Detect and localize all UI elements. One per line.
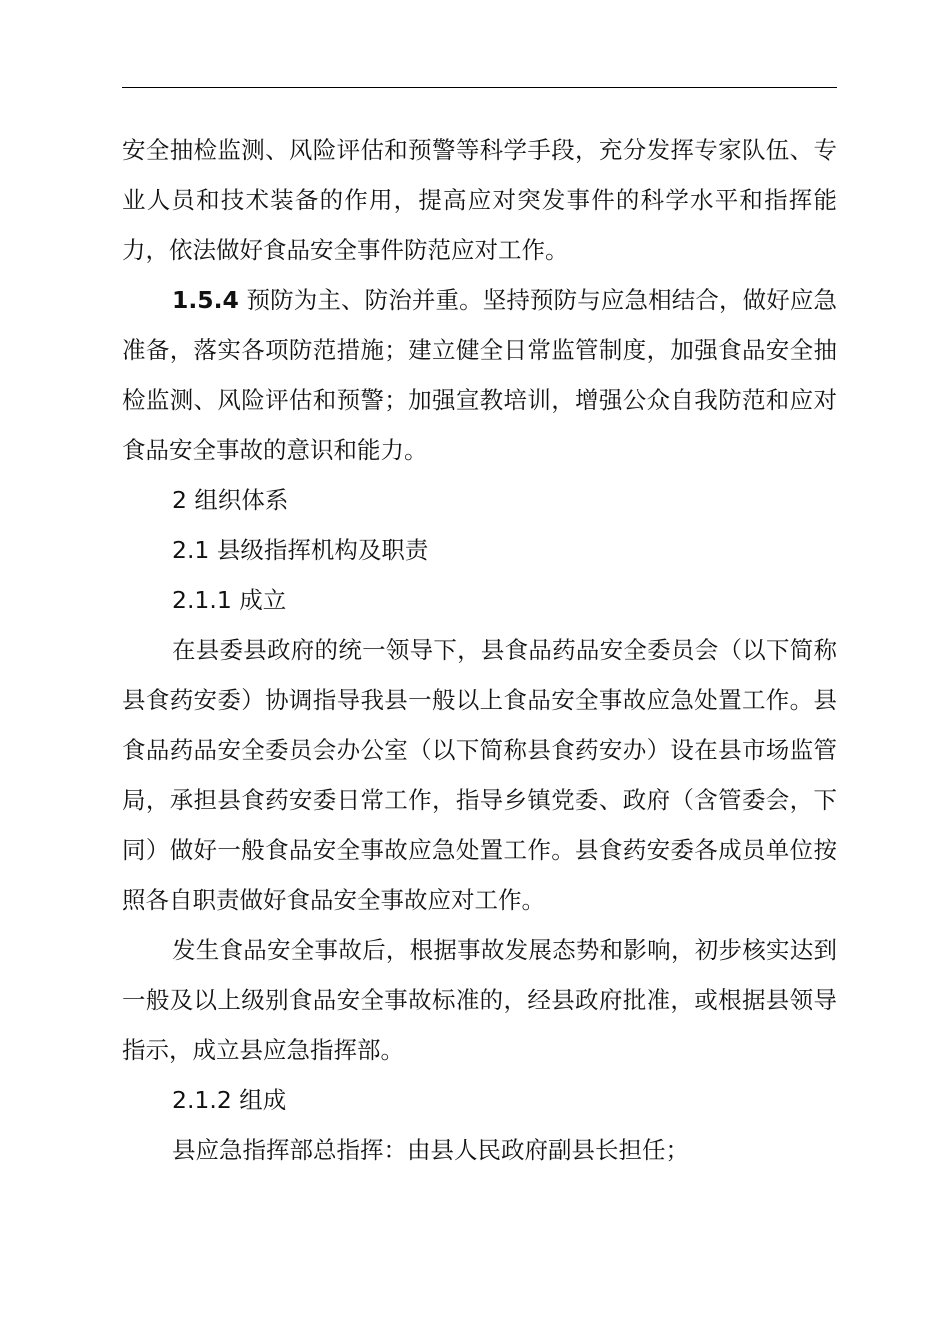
paragraph-leadership: 在县委县政府的统一领导下，县食品药品安全委员会（以下简称县食药安委）协调指导我县一般以上食品安全事故应急处置工作。县食品药品安全委员会办公室（以下简称县食药安办）设在县市场监管局，承担县食药安委日常工作，指导乡镇党委、政府（含管委会，下同）做好一般食品安全事故应急处置工作。县食药安委各成员单位按照各自职责做好食品安全事故应对工作。 [122,636,837,914]
paragraph-continuation: 安全抽检监测、风险评估和预警等科学手段，充分发挥专家队伍、专业人员和技术装备的作用，提高应对突发事件的科学水平和指挥能力，依法做好食品安全事件防范应对工作。 [122,136,837,264]
paragraph-commander: 县应急指挥部总指挥：由县人民政府副县长担任； [172,1136,689,1164]
section-number: 1.5.4 [172,286,239,314]
paragraph-1-5-4 [122,275,837,475]
heading-2-organization: 2 组织体系 [172,486,289,514]
heading-2-1: 2.1 县级指挥机构及职责 [172,536,429,564]
paragraph-after-incident: 发生食品安全事故后，根据事故发展态势和影响，初步核实达到一般及以上级别食品安全事故标准的，经县政府批准，或根据县领导指示，成立县应急指挥部。 [122,936,837,1064]
heading-2-1-1: 2.1.1 成立 [172,586,287,614]
heading-2-1-2: 2.1.2 组成 [172,1086,287,1114]
document-body [122,125,837,1175]
paragraph-text: 预防为主、防治并重。坚持预防与应急相结合，做好应急准备，落实各项防范措施；建立健全日常监管制度，加强食品安全抽检监测、风险评估和预警；加强宣教培训，增强公众自我防范和应对食品安全事故的意识和能力。 [122,286,837,464]
header-rule [122,87,837,88]
